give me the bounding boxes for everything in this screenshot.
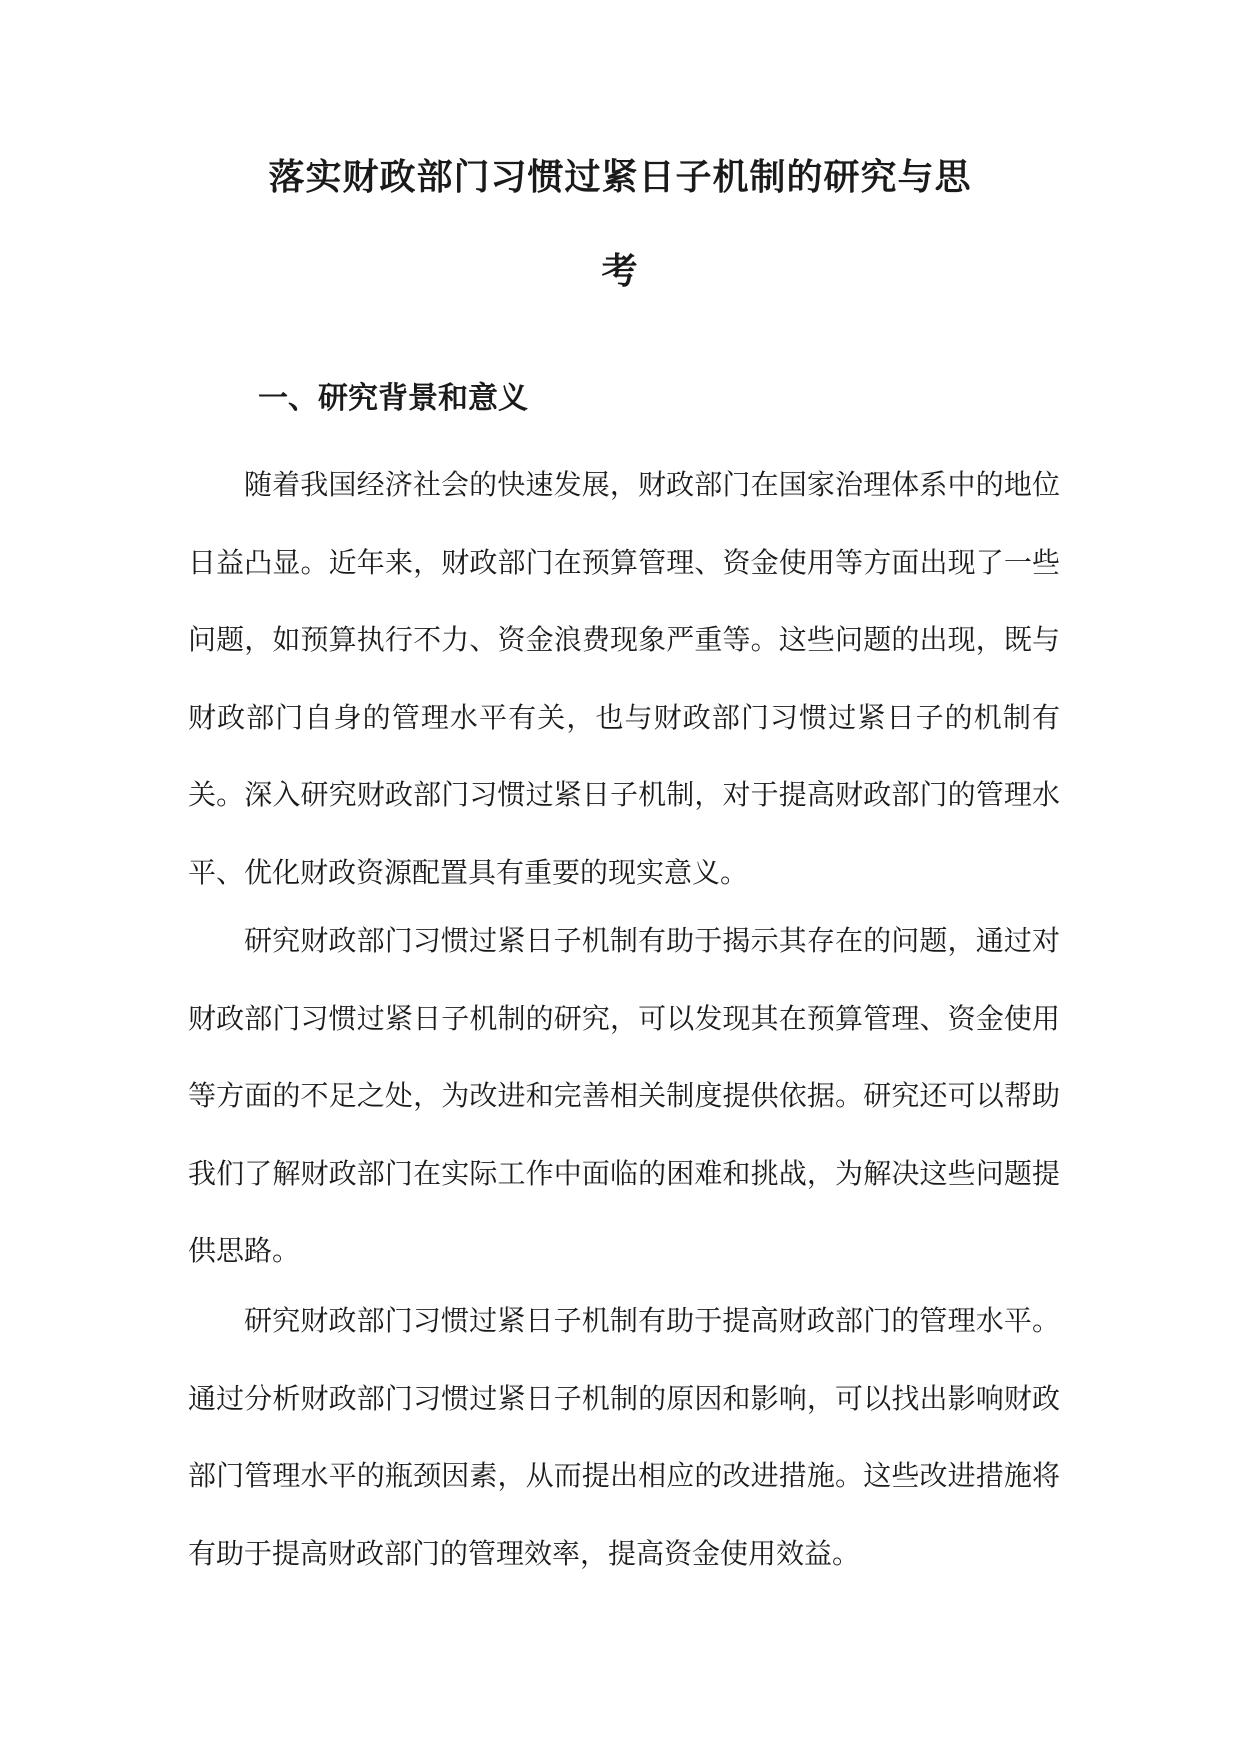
section-heading: 一、研究背景和意义: [258, 381, 528, 416]
paragraph-2: 研究财政部门习惯过紧日子机制有助于揭示其存在的问题，通过对财政部门习惯过紧日子机制的研究，可以发现其在预算管理、资金使用等方面的不足之处，为改进和完善相关制度提供依据。研究还可以帮助我们了解财政部门在实际工作中面临的困难和挑战，为解决这些问题提供思路。: [188, 924, 1060, 1267]
paragraph-1: 随着我国经济社会的快速发展，财政部门在国家治理体系中的地位日益凸显。近年来，财政部门在预算管理、资金使用等方面出现了一些问题，如预算执行不力、资金浪费现象严重等。这些问题的出现，既与财政部门自身的管理水平有关，也与财政部门习惯过紧日子的机制有关。深入研究财政部门习惯过紧日子机制，对于提高财政部门的管理水平、优化财政资源配置具有重要的现实意义。: [188, 468, 1060, 889]
document-title-line-1: 落实财政部门习惯过紧日子机制的研究与思: [268, 157, 972, 198]
paragraph-3: 研究财政部门习惯过紧日子机制有助于提高财政部门的管理水平。通过分析财政部门习惯过紧日子机制的原因和影响，可以找出影响财政部门管理水平的瓶颈因素，从而提出相应的改进措施。这些改进措施将有助于提高财政部门的管理效率，提高资金使用效益。: [188, 1304, 1060, 1570]
document-title-line-2: 考: [601, 251, 639, 292]
